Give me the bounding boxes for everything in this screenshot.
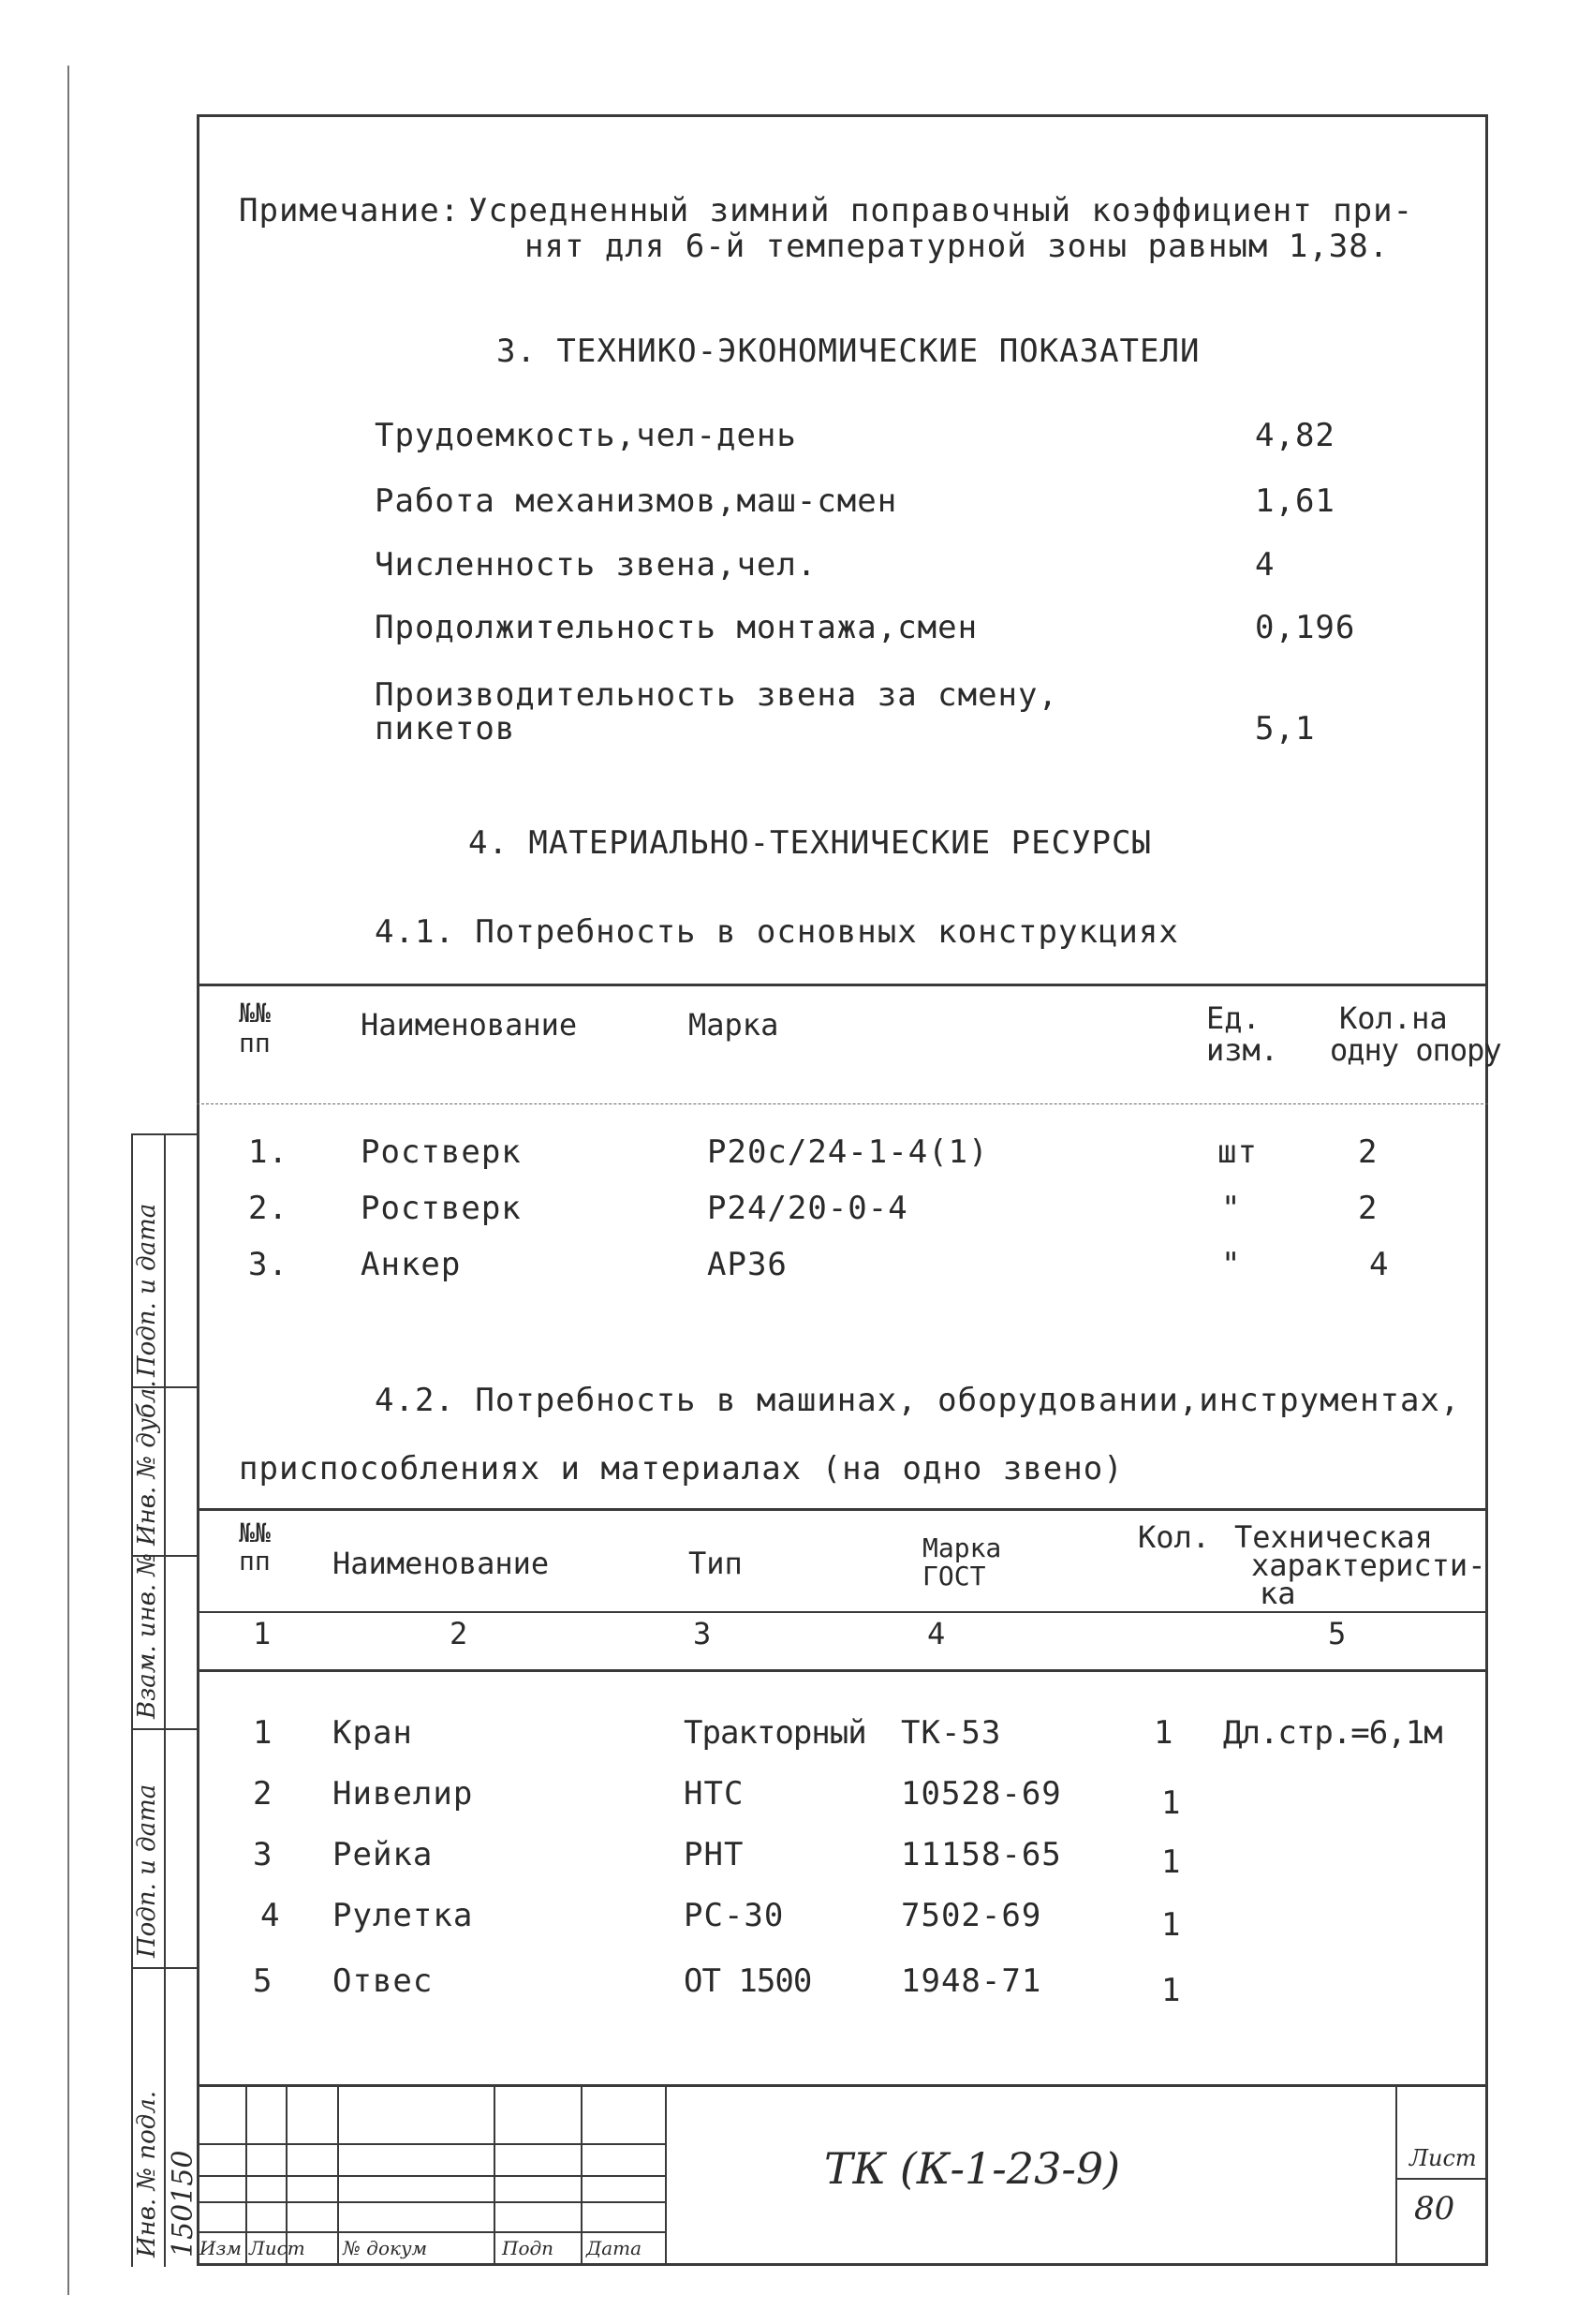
indicator-label: Производительность звена за смену, [375, 676, 1058, 714]
t2-row-type: НТС [684, 1775, 745, 1813]
t1-row-num: 2. [248, 1190, 288, 1227]
stamp-top-line [197, 2084, 1488, 2087]
note-label: Примечание: [239, 192, 461, 229]
inventory-number: 150150 [167, 2150, 199, 2257]
t2-row-mark: 11158-65 [901, 1836, 1062, 1873]
stamp-col-label: Лист [249, 2237, 305, 2259]
margin-strip-line [164, 1133, 166, 2267]
margin-strip-divider [131, 1728, 199, 1730]
t2-row-num: 1 [253, 1714, 273, 1752]
t1-row-unit: " [1221, 1246, 1242, 1283]
section4-sub2-line1: 4.2. Потребность в машинах, оборудовании,инструментах, [375, 1382, 1461, 1419]
margin-label: Взам. инв. № [133, 1552, 161, 1719]
frame-bottom [197, 2263, 1488, 2266]
indicator-value: 4,82 [1255, 417, 1335, 454]
margin-strip-divider [131, 1967, 199, 1969]
sheet-number: 80 [1414, 2190, 1455, 2228]
t1-head-name: Наименование [361, 1007, 578, 1043]
t2-row-qty: 1 [1161, 1906, 1182, 1944]
t1-row-name: Анкер [361, 1246, 462, 1283]
t1-row-qty: 2 [1358, 1190, 1379, 1227]
table1-top-line [197, 984, 1488, 986]
t2-row-num: 4 [260, 1897, 281, 1934]
stamp-grid-line [197, 2175, 665, 2177]
table2-colnum-line [197, 1669, 1488, 1672]
t2-row-type: Тракторный [684, 1714, 866, 1752]
frame-top [197, 114, 1488, 117]
t2-row-type: ОТ 1500 [684, 1962, 812, 2000]
t2-head-tech3: ка [1260, 1576, 1296, 1611]
indicator-value: 0,196 [1255, 609, 1356, 646]
t2-head-tech2: характеристи- [1251, 1547, 1486, 1583]
table2-top-line [197, 1508, 1488, 1511]
t1-head-qty: Кол.на [1339, 1000, 1448, 1036]
t2-row-name: Рейка [332, 1836, 434, 1873]
t1-row-num: 1. [248, 1133, 288, 1171]
t2-row-num: 3 [253, 1836, 273, 1873]
t2-head-mark: Марка [922, 1532, 1002, 1563]
t1-row-qty: 2 [1358, 1133, 1379, 1171]
t2-row-qty: 1 [1154, 1714, 1174, 1752]
stamp-col-label: Изм [199, 2237, 242, 2259]
margin-label: Подп. и дата [133, 1203, 161, 1377]
t2-colnum: 4 [927, 1616, 946, 1651]
t2-colnum: 5 [1328, 1616, 1347, 1651]
stamp-grid-line [197, 2231, 665, 2233]
t1-row-name: Ростверк [361, 1133, 522, 1171]
section4-title: 4. МАТЕРИАЛЬНО-ТЕХНИЧЕСКИЕ РЕСУРСЫ [468, 824, 1152, 862]
frame-right [1485, 114, 1488, 2265]
t2-colnum: 1 [253, 1616, 272, 1651]
t1-row-unit: шт [1217, 1133, 1258, 1171]
sheet-label: Лист [1409, 2145, 1477, 2171]
t2-row-mark: 1948-71 [901, 1962, 1042, 2000]
t2-row-tech: Дл.стр.=6,1м [1223, 1714, 1442, 1752]
indicator-label: Продолжительность монтажа,смен [375, 609, 979, 646]
t2-colnum: 3 [693, 1616, 712, 1651]
t2-head-name: Наименование [332, 1546, 550, 1581]
stamp-col-line [337, 2084, 339, 2265]
t2-head-type: Тип [688, 1546, 743, 1581]
stamp-col-line [581, 2084, 583, 2265]
t1-row-unit: " [1221, 1190, 1242, 1227]
t2-colnum: 2 [450, 1616, 468, 1651]
t2-row-name: Кран [332, 1714, 413, 1752]
margin-label: Подп. и дата [133, 1784, 161, 1958]
t1-row-name: Ростверк [361, 1190, 522, 1227]
indicator-label: Работа механизмов,маш-смен [375, 482, 898, 520]
t1-row-mark: АР36 [707, 1246, 788, 1283]
note-line1: Усредненный зимний поправочный коэффициент при- [468, 192, 1414, 229]
t1-row-mark: Р20с/24-1-4(1) [707, 1133, 989, 1171]
indicator-value: 4 [1255, 546, 1276, 584]
t2-row-mark: 10528-69 [901, 1775, 1062, 1813]
stamp-col-line [1395, 2084, 1397, 2265]
t1-row-qty: 4 [1369, 1246, 1390, 1283]
t2-row-name: Рулетка [332, 1897, 474, 1934]
t2-row-name: Нивелир [332, 1775, 474, 1813]
t2-row-mark: ТК-53 [901, 1714, 1002, 1752]
stamp-grid-line [197, 2143, 665, 2145]
t1-row-num: 3. [248, 1246, 288, 1283]
t1-head-unit: Ед. [1206, 1000, 1261, 1036]
note-line2: нят для 6-й температурной зоны равным 1,38. [524, 228, 1390, 265]
stamp-col-label: Дата [586, 2237, 642, 2259]
margin-label: Инв. № дубл. [133, 1380, 161, 1546]
t1-row-mark: Р24/20-0-4 [707, 1190, 908, 1227]
indicator-label: Трудоемкость,чел-день [375, 417, 797, 454]
stamp-col-line [494, 2084, 495, 2265]
table2-head-line [197, 1611, 1488, 1613]
stamp-col-line [665, 2084, 667, 2265]
stamp-grid-line [197, 2201, 665, 2203]
t1-head-mark: Марка [688, 1007, 779, 1043]
t2-row-qty: 1 [1161, 1784, 1182, 1822]
stamp-col-line [245, 2084, 247, 2265]
t1-head-num: №№ [239, 998, 271, 1029]
indicator-label: Численность звена,чел. [375, 546, 818, 584]
document-code: ТК (К-1-23-9) [824, 2143, 1121, 2194]
t2-row-name: Отвес [332, 1962, 434, 2000]
stamp-col-label: № докум [343, 2237, 428, 2259]
stamp-col-label: Подп [502, 2237, 554, 2259]
t2-row-type: РНТ [684, 1836, 745, 1873]
margin-label: Инв. № подл. [133, 2090, 161, 2257]
t2-row-num: 2 [253, 1775, 273, 1813]
section4-sub2-line2: приспособлениях и материалах (на одно звено) [239, 1450, 1124, 1488]
indicator-value: 5,1 [1255, 710, 1316, 748]
t2-row-qty: 1 [1161, 1843, 1182, 1881]
indicator-label-cont: пикетов [375, 710, 516, 748]
t2-head-tech: Техническая [1234, 1519, 1433, 1555]
indicator-value: 1,61 [1255, 482, 1335, 520]
t2-row-qty: 1 [1161, 1972, 1182, 2009]
section4-sub1: 4.1. Потребность в основных конструкциях [375, 913, 1179, 951]
sheet-border-left [67, 66, 69, 2295]
t2-head-num: №№ [239, 1517, 271, 1548]
t2-row-mark: 7502-69 [901, 1897, 1042, 1934]
section3-title: 3. ТЕХНИКО-ЭКОНОМИЧЕСКИЕ ПОКАЗАТЕЛИ [496, 333, 1201, 370]
stamp-sheet-divider [1395, 2178, 1485, 2180]
t1-head-num2: пп [239, 1028, 271, 1058]
t1-head-unit2: изм. [1206, 1032, 1279, 1068]
t2-head-num2: пп [239, 1546, 271, 1576]
frame-left [197, 114, 199, 2265]
t2-head-mark2: ГОСТ [922, 1561, 986, 1591]
margin-strip-divider [131, 1133, 199, 1135]
t2-head-qty: Кол. [1138, 1519, 1211, 1555]
t2-row-num: 5 [253, 1962, 273, 2000]
t1-head-qty2: одну опору [1330, 1032, 1501, 1068]
table1-head-line [197, 1103, 1488, 1104]
t2-row-type: РС-30 [684, 1897, 785, 1934]
